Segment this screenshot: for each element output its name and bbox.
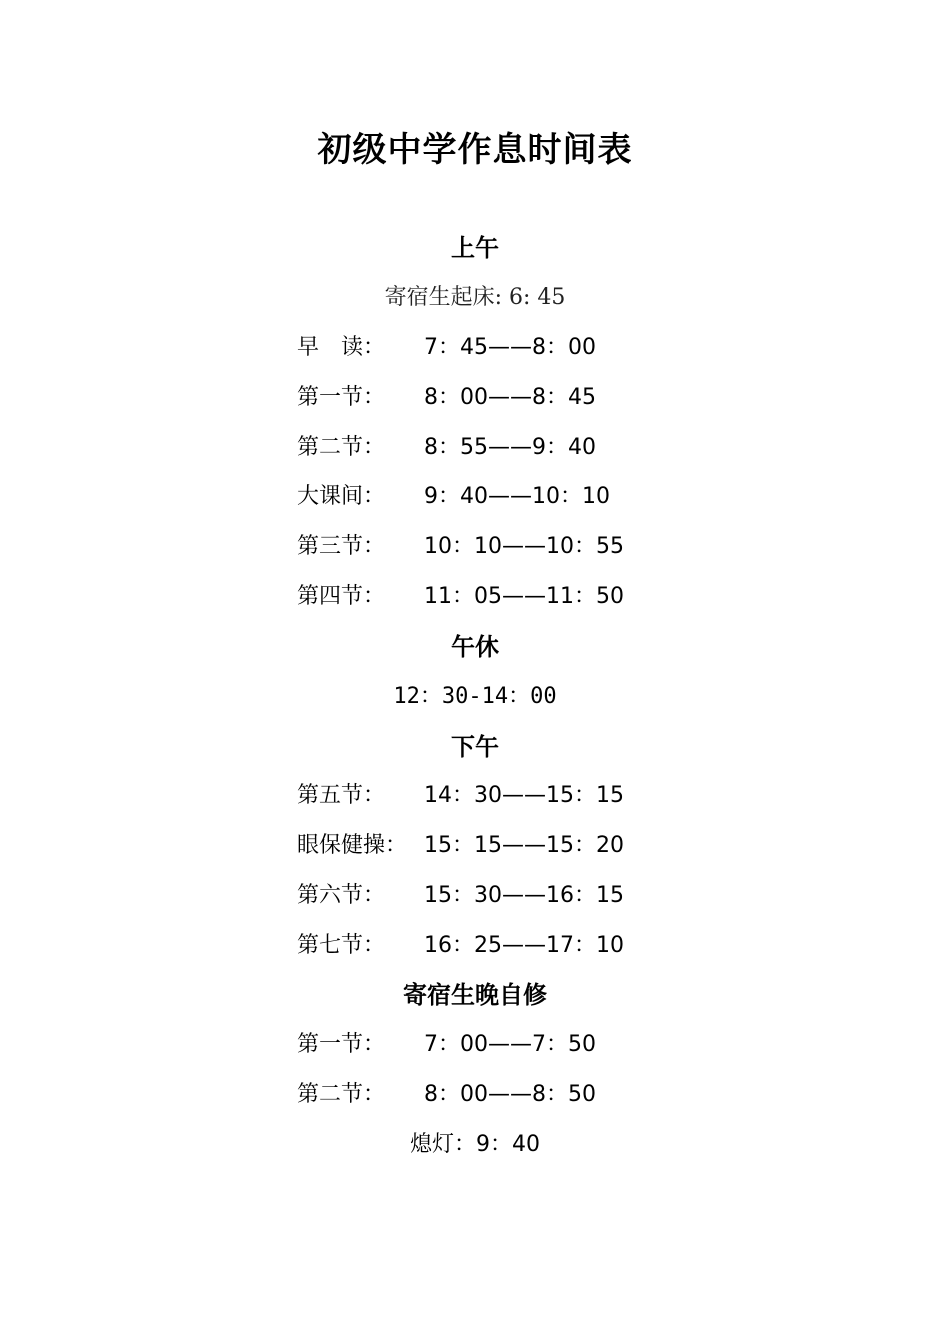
- row-time: 9：40——10：10: [424, 484, 610, 509]
- row-label: 第六节：: [297, 883, 386, 908]
- row-label: 第一节：: [297, 385, 386, 410]
- row-time: 8：55——9：40: [424, 435, 596, 460]
- row-label: 早 读：: [297, 335, 386, 360]
- page-title: 初级中学作息时间表: [317, 130, 633, 170]
- row-label: 眼保健操：: [297, 833, 408, 858]
- row-label: 大课间：: [297, 484, 386, 509]
- row-label: 第五节：: [297, 783, 386, 808]
- lights-out-time: 熄灯：9：40: [410, 1132, 540, 1157]
- row-time: 11：05——11：50: [424, 584, 624, 609]
- row-label: 第二节：: [297, 1082, 386, 1107]
- boarder-wakeup-time: 寄宿生起床: 6: 45: [384, 285, 566, 310]
- row-label: 第二节：: [297, 435, 386, 460]
- noon-rest-time: 12：30-14：00: [393, 684, 557, 709]
- row-label: 第三节：: [297, 534, 386, 559]
- row-time: 8：00——8：45: [424, 385, 596, 410]
- row-time: 16：25——17：10: [424, 933, 624, 958]
- row-label: 第七节：: [297, 933, 386, 958]
- section-heading-afternoon: 下午: [451, 733, 499, 761]
- section-heading-evening-study: 寄宿生晚自修: [403, 981, 547, 1009]
- section-heading-morning: 上午: [451, 234, 499, 262]
- row-time: 8：00——8：50: [424, 1082, 596, 1107]
- row-time: 15：15——15：20: [424, 833, 624, 858]
- row-time: 7：45——8：00: [424, 335, 596, 360]
- row-time: 14：30——15：15: [424, 783, 624, 808]
- row-label: 第一节：: [297, 1032, 386, 1057]
- section-heading-noon-rest: 午休: [451, 633, 499, 661]
- row-label: 第四节：: [297, 584, 386, 609]
- row-time: 10：10——10：55: [424, 534, 624, 559]
- row-time: 15：30——16：15: [424, 883, 624, 908]
- row-time: 7：00——7：50: [424, 1032, 596, 1057]
